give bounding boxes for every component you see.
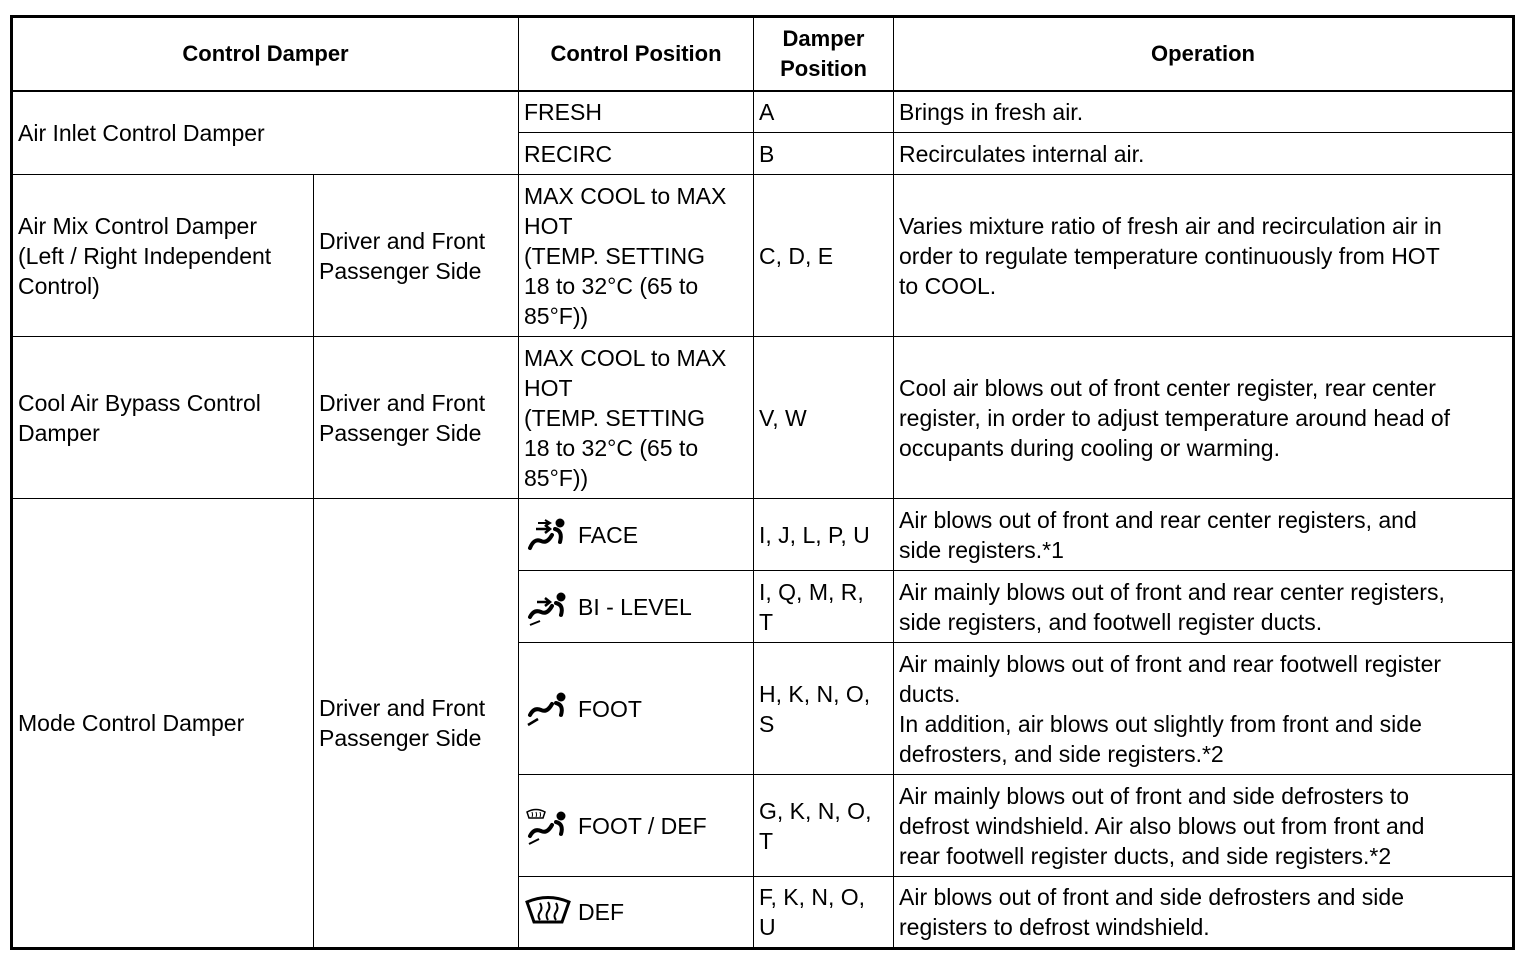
mode-label-def: DEF [578,899,624,925]
header-damper-position: Damper Position [754,17,894,91]
air-inlet-damper: A [754,91,894,133]
header-operation: Operation [894,17,1514,91]
mode-position-bi-level [519,571,754,643]
mode-position-foot [519,643,754,775]
mode-operation-def: Air blows out of front and side defrosters and side registers to defrost windshield. [894,877,1514,949]
air-inlet-operation: Brings in fresh air. [894,91,1514,133]
mode-position-face [519,499,754,571]
mode-position-def [519,877,754,949]
cool-bypass-damper-name: Cool Air Bypass Control Damper [12,337,314,499]
table-row [12,499,1514,571]
air-mix-side: Driver and Front Passenger Side [314,175,519,337]
air-inlet-operation: Recirculates internal air. [894,133,1514,175]
cool-bypass-operation: Cool air blows out of front center register, rear center register, in order to adjust temperature around head of occupants during cooling or warming. [894,337,1514,499]
mode-damper-bi-level: I, Q, M, R, T [754,571,894,643]
table-row [12,337,1514,499]
air-inlet-damper: B [754,133,894,175]
cool-bypass-position: MAX COOL to MAX HOT (TEMP. SETTING 18 to 32°C (65 to 85°F)) [519,337,754,499]
mode-side: Driver and Front Passenger Side [314,499,519,949]
def-mode-icon [524,892,572,932]
cool-bypass-side: Driver and Front Passenger Side [314,337,519,499]
mode-label-foot-def: FOOT / DEF [578,812,707,839]
mode-label-foot: FOOT [578,695,642,722]
air-inlet-position: FRESH [519,91,754,133]
table-row [12,91,1514,133]
mode-damper-foot-def: G, K, N, O, T [754,775,894,877]
mode-damper-face: I, J, L, P, U [754,499,894,571]
face-mode-icon [524,515,572,555]
air-inlet-position: RECIRC [519,133,754,175]
mode-operation-face: Air blows out of front and rear center registers, and side registers.*1 [894,499,1514,571]
foot-mode-icon [524,689,572,729]
header-control-damper: Control Damper [12,17,519,91]
air-mix-operation: Varies mixture ratio of fresh air and recirculation air in order to regulate temperature continuously from HOT to COOL. [894,175,1514,337]
header-control-position: Control Position [519,17,754,91]
mode-position-foot-def [519,775,754,877]
damper-operation-table [10,15,1515,950]
air-mix-damper: C, D, E [754,175,894,337]
mode-label-bi-level: BI - LEVEL [578,593,692,620]
foot-def-mode-icon [524,806,572,846]
mode-operation-foot-def: Air mainly blows out of front and side defrosters to defrost windshield. Air also blows out from front and rear footwell register ducts, and side registers.*2 [894,775,1514,877]
table-row [12,175,1514,337]
mode-damper-def: F, K, N, O, U [754,877,894,949]
mode-operation-foot: Air mainly blows out of front and rear footwell register ducts. In addition, air blows out slightly from front and side defrosters, and side registers.*2 [894,643,1514,775]
air-inlet-damper-name: Air Inlet Control Damper [12,91,519,175]
header-row [12,17,1514,91]
air-mix-damper-name: Air Mix Control Damper (Left / Right Independent Control) [12,175,314,337]
mode-damper-foot: H, K, N, O, S [754,643,894,775]
mode-label-face: FACE [578,521,639,548]
mode-damper-name: Mode Control Damper [12,499,314,949]
bi-level-mode-icon [524,587,572,627]
mode-operation-bi-level: Air mainly blows out of front and rear center registers, side registers, and footwell register ducts. [894,571,1514,643]
air-mix-position: MAX COOL to MAX HOT (TEMP. SETTING 18 to 32°C (65 to 85°F)) [519,175,754,337]
cool-bypass-damper: V, W [754,337,894,499]
